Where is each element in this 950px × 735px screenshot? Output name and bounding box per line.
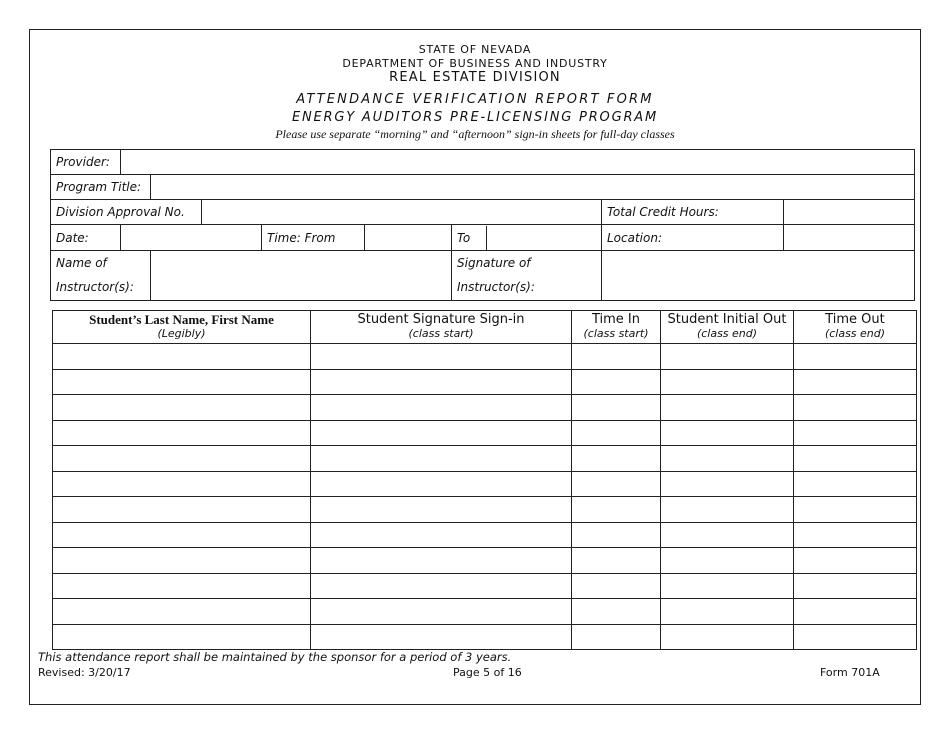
col-signature-header bbox=[311, 311, 572, 344]
signature-of-text: Signature of bbox=[457, 256, 531, 270]
table-cell[interactable] bbox=[53, 497, 311, 523]
table-cell[interactable] bbox=[311, 497, 572, 523]
col-name-sub: (Legibly) bbox=[157, 327, 206, 340]
division-approval-label: Division Approval No. bbox=[51, 200, 202, 225]
total-credit-hours-field[interactable] bbox=[784, 200, 915, 225]
provider-field[interactable] bbox=[121, 150, 915, 175]
col-signature-sub: (class start) bbox=[408, 327, 474, 340]
table-cell[interactable] bbox=[572, 497, 661, 523]
table-cell[interactable] bbox=[572, 573, 661, 599]
col-initial-out-sub: (class end) bbox=[696, 327, 758, 340]
table-cell[interactable] bbox=[661, 624, 794, 650]
table-cell[interactable] bbox=[311, 573, 572, 599]
table-cell[interactable] bbox=[311, 446, 572, 472]
table-cell[interactable] bbox=[572, 624, 661, 650]
location-label: Location: bbox=[602, 225, 784, 251]
table-cell[interactable] bbox=[53, 599, 311, 625]
program-title: ENERGY AUDITORS PRE-LICENSING PROGRAM bbox=[292, 110, 658, 125]
attendance-table bbox=[52, 310, 917, 650]
table-row bbox=[53, 369, 917, 395]
table-cell[interactable] bbox=[794, 471, 917, 497]
table-cell[interactable] bbox=[661, 369, 794, 395]
table-row bbox=[53, 573, 917, 599]
table-cell[interactable] bbox=[53, 471, 311, 497]
table-cell[interactable] bbox=[53, 548, 311, 574]
table-cell[interactable] bbox=[661, 344, 794, 370]
table-cell[interactable] bbox=[311, 420, 572, 446]
table-row bbox=[53, 344, 917, 370]
table-cell[interactable] bbox=[794, 395, 917, 421]
table-cell[interactable] bbox=[311, 471, 572, 497]
col-time-out-sub: (class end) bbox=[824, 327, 886, 340]
table-row bbox=[53, 599, 917, 625]
table-cell[interactable] bbox=[572, 522, 661, 548]
department-heading: DEPARTMENT OF BUSINESS AND INDUSTRY bbox=[342, 57, 608, 70]
instructors-text: Instructor(s): bbox=[56, 280, 134, 294]
date-field[interactable] bbox=[121, 225, 262, 251]
col-initial-out-header bbox=[661, 311, 794, 344]
instructors2-text: Instructor(s): bbox=[457, 280, 535, 294]
date-label: Date: bbox=[51, 225, 121, 251]
table-cell[interactable] bbox=[794, 420, 917, 446]
table-cell[interactable] bbox=[53, 446, 311, 472]
form-title: ATTENDANCE VERIFICATION REPORT FORM bbox=[296, 92, 654, 107]
revised-date: Revised: 3/20/17 bbox=[38, 666, 131, 679]
table-cell[interactable] bbox=[311, 395, 572, 421]
attendance-header-row bbox=[53, 311, 917, 344]
course-info-table bbox=[50, 149, 915, 301]
time-from-field[interactable] bbox=[365, 225, 452, 251]
table-row bbox=[53, 395, 917, 421]
table-cell[interactable] bbox=[661, 548, 794, 574]
table-cell[interactable] bbox=[661, 471, 794, 497]
time-from-label: Time: From bbox=[262, 225, 365, 251]
table-cell[interactable] bbox=[794, 599, 917, 625]
table-cell[interactable] bbox=[311, 369, 572, 395]
table-cell[interactable] bbox=[53, 522, 311, 548]
table-cell[interactable] bbox=[661, 599, 794, 625]
total-credit-hours-label: Total Credit Hours: bbox=[602, 200, 784, 225]
table-cell[interactable] bbox=[572, 599, 661, 625]
table-cell[interactable] bbox=[311, 599, 572, 625]
location-field[interactable] bbox=[784, 225, 915, 251]
table-cell[interactable] bbox=[572, 395, 661, 421]
table-cell[interactable] bbox=[572, 548, 661, 574]
attendance-body bbox=[53, 344, 917, 650]
table-cell[interactable] bbox=[53, 369, 311, 395]
provider-label: Provider: bbox=[51, 150, 121, 175]
retention-note: This attendance report shall be maintained by the sponsor for a period of 3 years. bbox=[38, 650, 512, 664]
table-row bbox=[53, 624, 917, 650]
table-cell[interactable] bbox=[794, 344, 917, 370]
table-row bbox=[53, 522, 917, 548]
table-cell[interactable] bbox=[661, 522, 794, 548]
table-cell[interactable] bbox=[53, 395, 311, 421]
table-cell[interactable] bbox=[661, 420, 794, 446]
table-cell[interactable] bbox=[794, 624, 917, 650]
table-cell[interactable] bbox=[794, 548, 917, 574]
table-cell[interactable] bbox=[311, 522, 572, 548]
instruction-text: Please use separate “morning” and “afternoon” sign-in sheets for full-day classes bbox=[275, 127, 675, 141]
table-cell[interactable] bbox=[572, 344, 661, 370]
table-row bbox=[53, 548, 917, 574]
program-title-label: Program Title: bbox=[51, 175, 151, 200]
col-name-header bbox=[53, 311, 311, 344]
form-number: Form 701A bbox=[820, 666, 880, 679]
col-name-title: Student’s Last Name, First Name bbox=[89, 312, 274, 327]
col-time-in-sub: (class start) bbox=[583, 327, 649, 340]
table-cell[interactable] bbox=[661, 497, 794, 523]
instructor-signature-label bbox=[452, 251, 602, 301]
instructor-name-label bbox=[51, 251, 151, 301]
table-cell[interactable] bbox=[794, 573, 917, 599]
page-number: Page 5 of 16 bbox=[453, 666, 522, 679]
table-cell[interactable] bbox=[311, 548, 572, 574]
table-cell[interactable] bbox=[311, 344, 572, 370]
table-cell[interactable] bbox=[661, 573, 794, 599]
table-cell[interactable] bbox=[794, 446, 917, 472]
col-time-in-header bbox=[572, 311, 661, 344]
table-row bbox=[53, 471, 917, 497]
table-row bbox=[53, 497, 917, 523]
table-cell[interactable] bbox=[661, 446, 794, 472]
table-cell[interactable] bbox=[794, 522, 917, 548]
state-heading: STATE OF NEVADA bbox=[418, 43, 532, 56]
table-cell[interactable] bbox=[572, 369, 661, 395]
col-initial-out-title: Student Initial Out bbox=[667, 312, 787, 327]
table-cell[interactable] bbox=[572, 420, 661, 446]
col-time-out-title: Time Out bbox=[825, 312, 885, 327]
table-row bbox=[53, 446, 917, 472]
col-time-out-header bbox=[794, 311, 917, 344]
table-cell[interactable] bbox=[572, 446, 661, 472]
table-cell[interactable] bbox=[53, 624, 311, 650]
table-cell[interactable] bbox=[53, 573, 311, 599]
table-cell[interactable] bbox=[661, 395, 794, 421]
table-cell[interactable] bbox=[311, 624, 572, 650]
instructor-signature-field[interactable] bbox=[602, 251, 915, 301]
instructor-name-field[interactable] bbox=[151, 251, 452, 301]
col-signature-title: Student Signature Sign-in bbox=[357, 312, 525, 327]
name-of-text: Name of bbox=[56, 256, 107, 270]
table-cell[interactable] bbox=[53, 420, 311, 446]
table-cell[interactable] bbox=[794, 369, 917, 395]
to-label: To bbox=[452, 226, 486, 250]
table-cell[interactable] bbox=[794, 497, 917, 523]
program-title-field[interactable] bbox=[151, 175, 915, 200]
division-heading: REAL ESTATE DIVISION bbox=[389, 70, 561, 85]
table-cell[interactable] bbox=[572, 471, 661, 497]
table-row bbox=[53, 420, 917, 446]
col-time-in-title: Time In bbox=[591, 312, 641, 327]
division-approval-field[interactable] bbox=[202, 200, 602, 225]
table-cell[interactable] bbox=[53, 344, 311, 370]
to-field[interactable] bbox=[486, 226, 601, 250]
